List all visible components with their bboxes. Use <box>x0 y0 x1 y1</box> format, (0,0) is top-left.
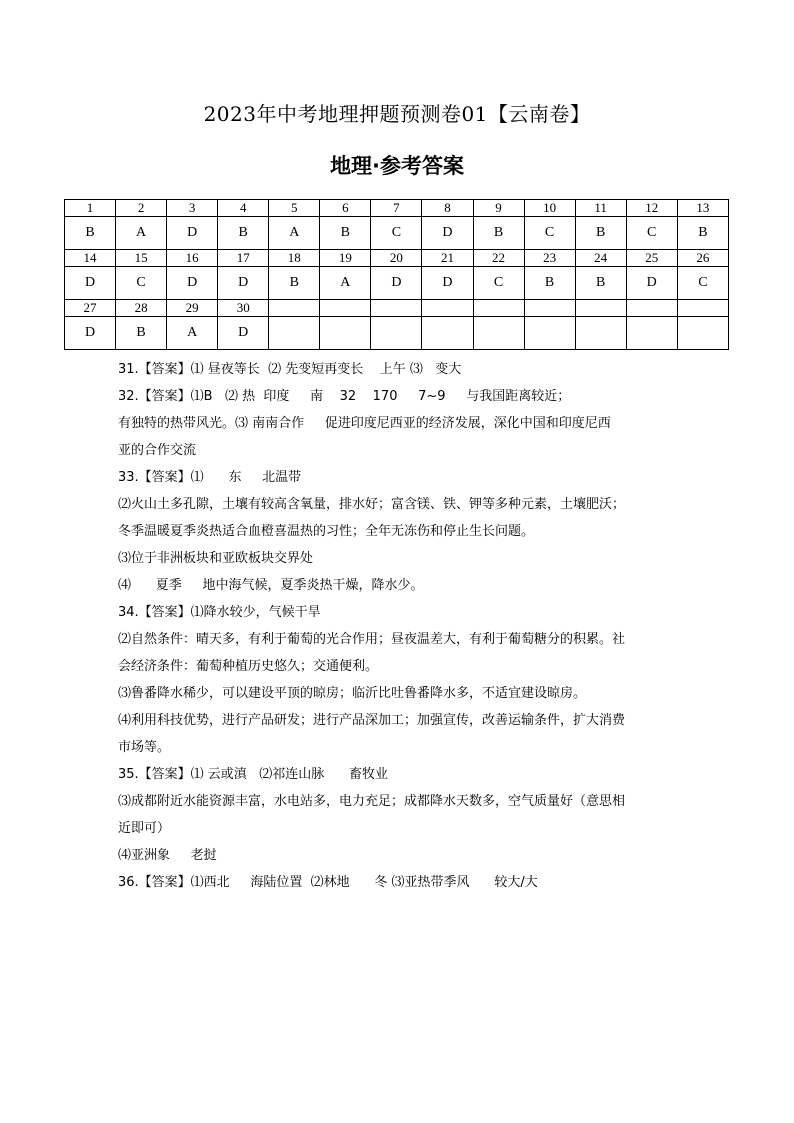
answer-cell: B <box>524 267 575 300</box>
answer-cell: B <box>473 217 524 250</box>
answer-section <box>118 356 678 896</box>
question-number-cell <box>575 300 626 317</box>
answer-cell: D <box>167 267 218 300</box>
answer-line: ⑶位于非洲板块和亚欧板块交界处 <box>118 551 314 566</box>
answer-line: 36.【答案】⑴西北 海陆位置 ⑵林地 冬 ⑶亚热带季风 较大/大 <box>118 875 538 890</box>
question-number-cell <box>269 300 320 317</box>
answer-cell: C <box>524 217 575 250</box>
question-number-cell <box>524 300 575 317</box>
question-number-cell: 5 <box>269 200 320 217</box>
answer-line: ⑶鲁番降水稀少，可以建设平顶的晾房；临沂比吐鲁番降水多，不适宜建设晾房。 <box>118 686 587 701</box>
answer-cell: B <box>575 217 626 250</box>
question-number-cell <box>371 300 422 317</box>
question-number-cell: 20 <box>371 250 422 267</box>
answer-cell: B <box>677 217 728 250</box>
answer-cell: D <box>371 267 422 300</box>
question-number-cell: 1 <box>65 200 116 217</box>
question-number-cell <box>677 300 728 317</box>
answer-line: 市场等。 <box>118 740 171 755</box>
answer-cell <box>371 317 422 350</box>
answer-cell: C <box>116 267 167 300</box>
question-number-row <box>65 200 729 217</box>
question-number-cell: 6 <box>320 200 371 217</box>
question-number-cell: 18 <box>269 250 320 267</box>
question-number-cell <box>422 300 473 317</box>
question-number-cell: 24 <box>575 250 626 267</box>
answer-line: ⑷亚洲象 老挝 <box>118 848 217 863</box>
answer-line: 31.【答案】⑴ 昼夜等长 ⑵ 先变短再变长 上午 ⑶ 变大 <box>118 362 462 377</box>
answer-row <box>65 267 729 300</box>
answer-table <box>64 199 729 350</box>
answer-cell: D <box>218 267 269 300</box>
answer-cell: D <box>218 317 269 350</box>
answer-cell: A <box>116 217 167 250</box>
answer-cell <box>320 317 371 350</box>
answer-cell: C <box>677 267 728 300</box>
answer-cell: B <box>575 267 626 300</box>
answer-cell: A <box>320 267 371 300</box>
question-number-cell: 16 <box>167 250 218 267</box>
answer-cell: D <box>422 217 473 250</box>
question-number-cell: 14 <box>65 250 116 267</box>
question-number-cell: 23 <box>524 250 575 267</box>
question-number-cell: 27 <box>65 300 116 317</box>
answer-cell: C <box>371 217 422 250</box>
question-number-cell: 26 <box>677 250 728 267</box>
question-number-cell <box>320 300 371 317</box>
answer-cell: C <box>473 267 524 300</box>
answer-line: 32.【答案】⑴B ⑵ 热 印度 南 32 170 7~9 与我国距离较近； <box>118 389 571 404</box>
answer-cell: D <box>626 267 677 300</box>
answer-cell: B <box>65 217 116 250</box>
answer-cell <box>575 317 626 350</box>
answer-line: ⑵自然条件：晴天多，有利于葡萄的光合作用；昼夜温差大，有利于葡萄糖分的积累。社 <box>118 632 626 647</box>
answer-line: ⑷利用科技优势，进行产品研发；进行产品深加工；加强宣传，改善运输条件，扩大消费 <box>118 713 626 728</box>
question-number-cell: 3 <box>167 200 218 217</box>
answer-line: ⑶成都附近水能资源丰富，水电站多，电力充足；成都降水天数多，空气质量好（意思相 <box>118 794 626 809</box>
question-number-cell: 15 <box>116 250 167 267</box>
question-number-cell: 2 <box>116 200 167 217</box>
question-number-cell: 25 <box>626 250 677 267</box>
answer-row <box>65 217 729 250</box>
answer-cell <box>422 317 473 350</box>
answer-cell: B <box>320 217 371 250</box>
question-number-cell: 19 <box>320 250 371 267</box>
answer-cell <box>677 317 728 350</box>
answer-cell: B <box>116 317 167 350</box>
answer-cell: D <box>422 267 473 300</box>
question-number-cell: 7 <box>371 200 422 217</box>
question-number-cell: 12 <box>626 200 677 217</box>
answer-cell <box>626 317 677 350</box>
question-number-cell: 30 <box>218 300 269 317</box>
question-number-cell: 21 <box>422 250 473 267</box>
answer-row <box>65 317 729 350</box>
question-number-cell: 8 <box>422 200 473 217</box>
page-subtitle: 地理·参考答案 <box>330 154 464 178</box>
question-number-cell <box>473 300 524 317</box>
answer-cell: C <box>626 217 677 250</box>
page-title: 2023年中考地理押题预测卷01【云南卷】 <box>203 102 591 126</box>
question-number-cell: 13 <box>677 200 728 217</box>
answer-cell <box>269 317 320 350</box>
answer-line: 冬季温暖夏季炎热适合血橙喜温热的习性；全年无冻伤和停止生长问题。 <box>118 524 535 539</box>
question-number-cell: 11 <box>575 200 626 217</box>
answer-cell <box>473 317 524 350</box>
answer-line: 会经济条件：葡萄种植历史悠久；交通便利。 <box>118 659 379 674</box>
question-number-cell: 22 <box>473 250 524 267</box>
question-number-row <box>65 300 729 317</box>
answer-line: 亚的合作交流 <box>118 443 197 458</box>
question-number-row <box>65 250 729 267</box>
answer-line: 近即可） <box>118 821 171 836</box>
answer-cell: D <box>65 267 116 300</box>
question-number-cell <box>626 300 677 317</box>
answer-cell: A <box>269 217 320 250</box>
question-number-cell: 9 <box>473 200 524 217</box>
answer-line: 有独特的热带风光。⑶ 南南合作 促进印度尼西亚的经济发展，深化中国和印度尼西 <box>118 416 611 431</box>
answer-cell: D <box>167 217 218 250</box>
answer-line: 33.【答案】⑴ 东 北温带 <box>118 470 302 485</box>
question-number-cell: 17 <box>218 250 269 267</box>
answer-line: ⑵火山土多孔隙，土壤有较高含氧量，排水好；富含镁、铁、钾等多种元素，土壤肥沃； <box>118 497 626 512</box>
answer-cell: D <box>65 317 116 350</box>
question-number-cell: 28 <box>116 300 167 317</box>
answer-cell <box>524 317 575 350</box>
answer-line: 34.【答案】⑴降水较少，气候干旱 <box>118 605 321 620</box>
answer-cell: B <box>269 267 320 300</box>
question-number-cell: 10 <box>524 200 575 217</box>
answer-line: 35.【答案】⑴ 云或滇 ⑵祁连山脉 畜牧业 <box>118 767 388 782</box>
answer-cell: B <box>218 217 269 250</box>
answer-line: ⑷ 夏季 地中海气候，夏季炎热干燥，降水少。 <box>118 578 424 593</box>
question-number-cell: 29 <box>167 300 218 317</box>
question-number-cell: 4 <box>218 200 269 217</box>
answer-cell: A <box>167 317 218 350</box>
